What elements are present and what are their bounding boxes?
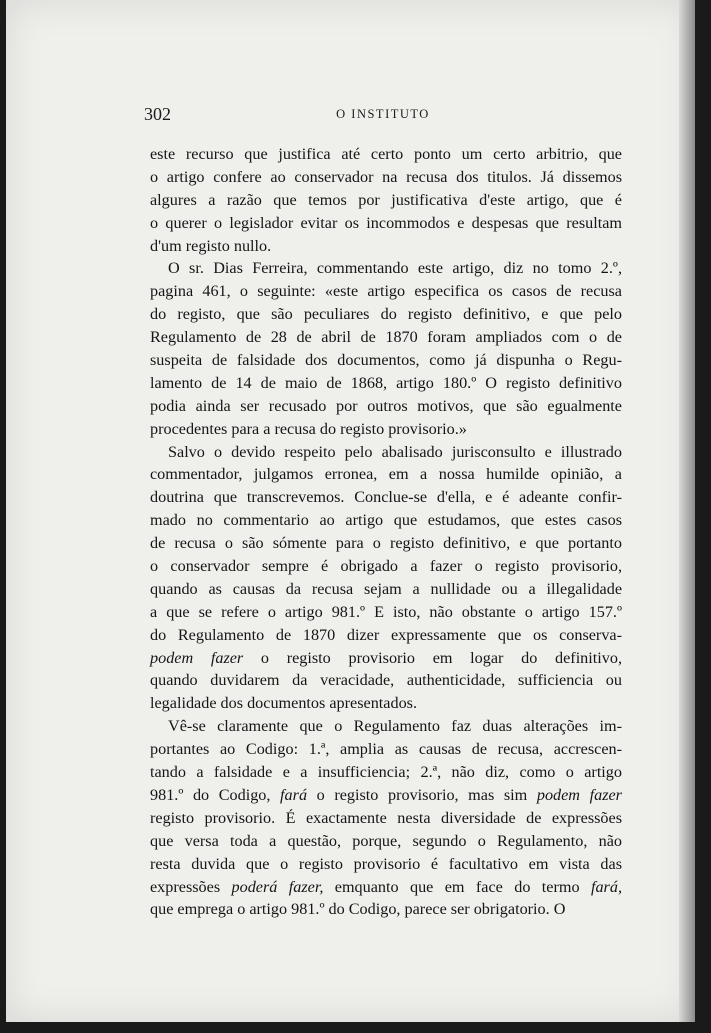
text-run: que versa toda a questão, porque, segundo o Regulamento, não — [150, 831, 622, 850]
text-run: legalidade dos documentos apresentados. — [150, 694, 418, 713]
text-line — [150, 853, 622, 876]
text-line — [150, 235, 622, 258]
text-line — [150, 143, 622, 166]
text-run: algures a razão que temos por justificativa d'este artigo, que é — [150, 190, 622, 209]
text-run: resta duvida que o registo provisorio é facultativo em vista das — [150, 854, 622, 873]
text-line — [150, 189, 622, 212]
text-run: doutrina que transcrevemos. Conclue-se d'ella, e é adeante confir- — [150, 488, 622, 507]
text-run: que emprega o artigo 981.º do Codigo, parece ser obrigatorio. O — [150, 900, 566, 919]
body-text — [150, 143, 622, 921]
text-line — [150, 830, 622, 853]
text-line — [150, 761, 622, 784]
text-line — [150, 715, 622, 738]
text-run: 981.º do Codigo, — [150, 785, 281, 804]
text-run: este recurso que justifica até certo ponto um certo arbitrio, que — [150, 145, 622, 163]
text-line — [150, 280, 622, 303]
text-run: a que se refere o artigo 981.º E isto, não obstante o artigo 157.º — [150, 602, 622, 621]
text-run: quando duvidarem da veracidade, authenticidade, sufficiencia ou — [150, 671, 622, 690]
text-run: O sr. Dias Ferreira, commentando este artigo, diz no tomo 2.º, — [168, 259, 622, 278]
running-title: O INSTITUTO — [336, 107, 430, 121]
text-line — [150, 647, 622, 670]
text-line — [150, 692, 622, 715]
book-page — [6, 0, 695, 1022]
text-run: portantes ao Codigo: 1.ª, amplia as causas de recusa, accrescen- — [150, 740, 622, 759]
text-run: pagina 461, o seguinte: «este artigo especifica os casos de recusa — [150, 282, 622, 301]
italic-run: podem fazer — [536, 785, 622, 804]
text-run: de recusa o são sómente para o registo definitivo, e que portanto — [150, 534, 622, 553]
text-run: o querer o legislador evitar os incommodos e despesas que resultam — [150, 213, 622, 232]
paragraph — [150, 143, 622, 257]
text-line — [150, 418, 622, 441]
text-run: registo provisorio. É exactamente nesta diversidade de expressões — [150, 808, 622, 827]
text-line — [150, 784, 622, 807]
page-header — [144, 104, 622, 126]
italic-run: podem fazer — [150, 648, 244, 667]
text-line — [150, 807, 622, 830]
text-line — [150, 509, 622, 532]
text-run: emquanto que em face do termo — [323, 877, 591, 896]
text-line — [150, 486, 622, 509]
text-line — [150, 578, 622, 601]
text-line — [150, 326, 622, 349]
text-run: quando as causas da recusa sejam a nullidade ou a illegalidade — [150, 579, 622, 598]
text-run: o conservador sempre é obrigado a fazer o registo provisorio, — [150, 557, 622, 576]
text-line — [150, 303, 622, 326]
text-line — [150, 463, 622, 486]
text-run: Vê-se claramente que o Regulamento faz duas alterações im- — [168, 717, 622, 736]
text-line — [150, 876, 622, 899]
text-line — [150, 669, 622, 692]
text-run: d'um registo nullo. — [150, 236, 272, 255]
text-line — [150, 372, 622, 395]
italic-run: fará, — [590, 877, 622, 896]
page-number: 302 — [144, 104, 171, 124]
text-run: procedentes para a recusa do registo provisorio.» — [150, 419, 467, 438]
italic-run: fará — [280, 785, 308, 804]
text-line — [150, 601, 622, 624]
text-line — [150, 532, 622, 555]
page-edge — [679, 0, 695, 1022]
text-run: Salvo o devido respeito pelo abalisado jurisconsulto e illustrado — [168, 442, 622, 461]
text-run: do Regulamento de 1870 dizer expressamente que os conserva- — [150, 625, 622, 644]
text-line — [150, 898, 622, 921]
paragraph — [150, 257, 622, 440]
text-line — [150, 738, 622, 761]
text-run: expressões — [150, 877, 232, 896]
text-line — [150, 441, 622, 464]
italic-run: poderá fazer, — [231, 877, 324, 896]
paragraph — [150, 441, 622, 716]
text-line — [150, 257, 622, 280]
text-run: podia ainda ser recusado por outros motivos, que são egualmente — [150, 396, 622, 415]
text-line — [150, 349, 622, 372]
text-line — [150, 166, 622, 189]
text-run: mado no commentario ao artigo que estudamos, que estes casos — [150, 511, 622, 530]
text-line — [150, 395, 622, 418]
text-run: commentador, julgamos erronea, em a nossa humilde opinião, a — [150, 465, 622, 484]
text-line — [150, 212, 622, 235]
text-run: o artigo confere ao conservador na recusa dos titulos. Já dissemos — [150, 167, 622, 186]
text-line — [150, 555, 622, 578]
paragraph — [150, 715, 622, 921]
text-line — [150, 624, 622, 647]
text-run: Regulamento de 28 de abril de 1870 foram ampliados com o de — [150, 328, 622, 347]
text-run: o registo provisorio, mas sim — [307, 785, 537, 804]
text-run: suspeita de falsidade dos documentos, como já dispunha o Regu- — [150, 351, 622, 370]
text-run: do registo, que são peculiares do registo definitivo, e que pelo — [150, 305, 622, 324]
text-run: o registo provisorio em logar do definitivo, — [243, 648, 623, 667]
text-run: lamento de 14 de maio de 1868, artigo 180.º O registo definitivo — [150, 373, 622, 392]
text-run: tando a falsidade e a insufficiencia; 2.ª, não diz, como o artigo — [150, 763, 622, 782]
